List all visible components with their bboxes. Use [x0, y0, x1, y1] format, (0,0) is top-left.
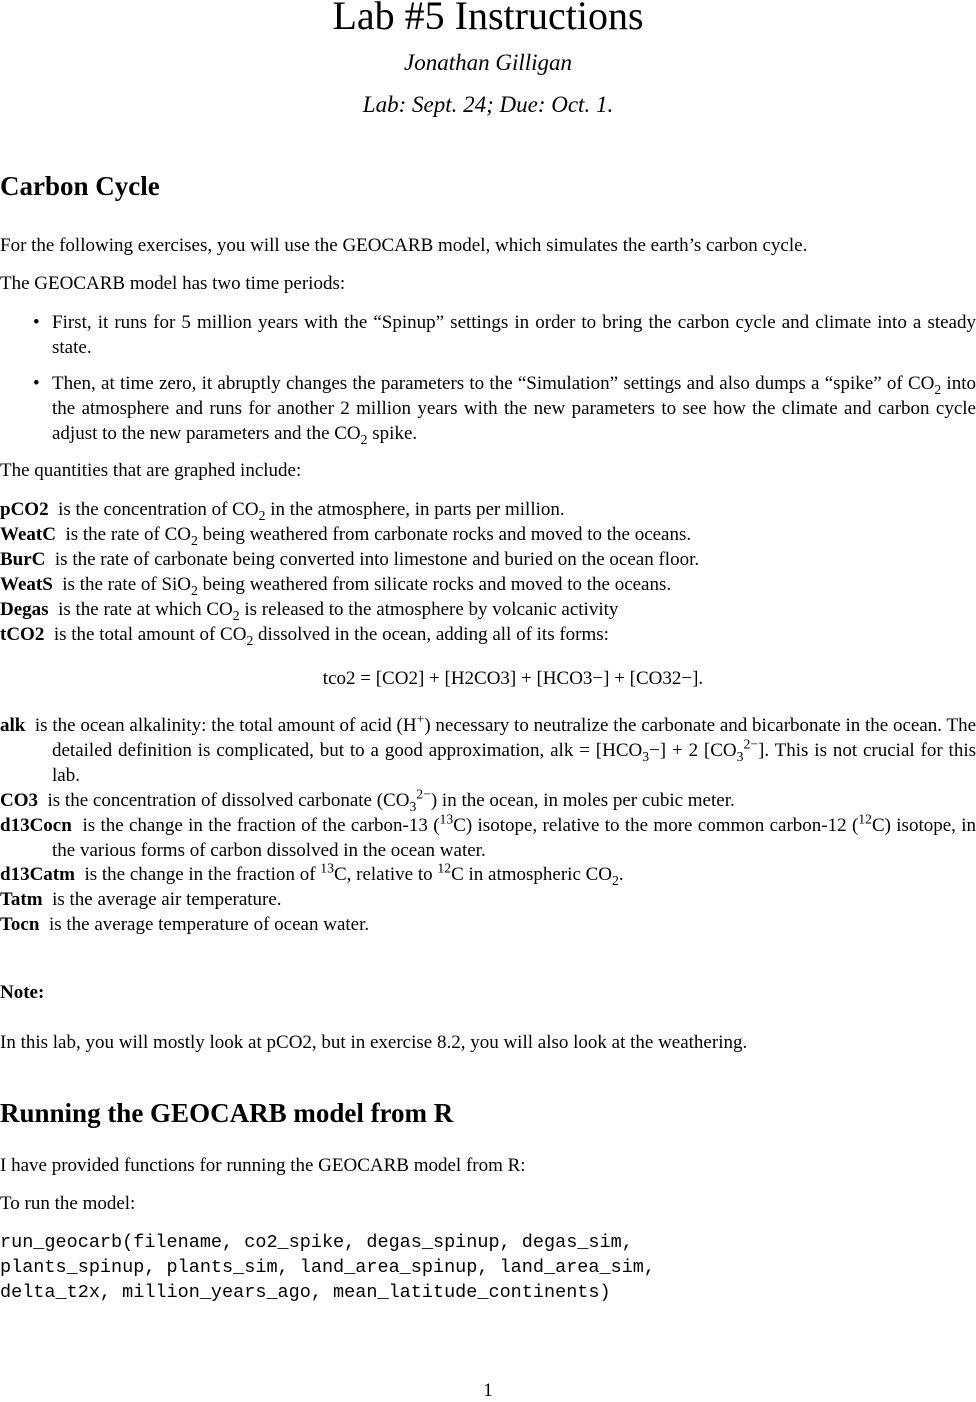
- bullet-simulation: Then, at time zero, it abruptly changes the parameters to the “Simulation” settings and also dumps a “spike” of $CO_2$ into the atmosphere and runs for another 2 million years with the new parameters to see how the climate and carbon cycle adjust to the new parameters and the $CO_2$ spike.: [52, 373, 976, 447]
- dates-line: Lab: Sept. 24; Due: Oct. 1.: [362, 92, 614, 117]
- definition-degas: Degas is the rate at which $CO_2$ is released to the atmosphere by volcanic activity: [0, 599, 619, 623]
- code-line: plants_spinup, plants_sim, land_area_spinup, land_area_sim,: [0, 1257, 656, 1278]
- definition-d13catm: d13Catm is the change in the fraction of $^{13}$C, relative to $^{12}$C in atmospheric $CO_2$.: [0, 860, 624, 888]
- bullet-spinup: First, it runs for 5 million years with the “Spinup” settings in order to bring the carbon cycle and climate into a steady state.: [52, 312, 976, 358]
- author-line: Jonathan Gilligan: [403, 50, 573, 75]
- code-line: run_geocarb(filename, co2_spike, degas_spinup, degas_sim,: [0, 1232, 633, 1253]
- definition-weats: WeatS is the rate of SiO$_2$ being weathered from silicate rocks and moved to the oceans.: [0, 574, 672, 598]
- equation-tco2: tco2 = [CO2] + [H2CO3] + [HCO3−] + [CO32−].: [322, 668, 704, 689]
- intro-paragraph: For the following exercises, you will use the GEOCARB model, which simulates the earth’s carbon cycle.: [0, 235, 808, 256]
- section-heading-running-geocarb: Running the GEOCARB model from R: [0, 1098, 454, 1128]
- note-label: Note:: [0, 982, 45, 1003]
- definition-tatm: Tatm is the average air temperature.: [0, 889, 282, 910]
- bullet-marker: •: [33, 373, 40, 394]
- definition-alk: alk is the ocean alkalinity: the total amount of acid (H+) necessary to neutralize the carbonate and bicarbonate in the ocean. The detailed definition is complicated, but to a good approximation, alk = $[HCO_3-] + 2$ $[CO_3^{2-}]$. This is not crucial for this lab.: [0, 711, 976, 786]
- definition-d13cocn: d13Cocn is the change in the fraction of the carbon-13 ($^{13}$C) isotope, relative to the more common carbon-12 ($^{12}$C) isotope, in the various forms of carbon dissolved in the ocean water.: [0, 811, 976, 861]
- note-text: In this lab, you will mostly look at pCO2, but in exercise 8.2, you will also look at the weathering.: [0, 1032, 748, 1053]
- functions-intro: I have provided functions for running the GEOCARB model from R:: [0, 1155, 526, 1176]
- definition-tocn: Tocn is the average temperature of ocean water.: [0, 914, 370, 935]
- definition-weatc: WeatC is the rate of $CO_2$ being weathered from carbonate rocks and moved to the oceans.: [0, 524, 692, 548]
- definition-co3: CO3 is the concentration of dissolved carbonate $(CO_3^{2-})$ in the ocean, in moles per cubic meter.: [0, 786, 735, 814]
- code-line: delta_t2x, million_years_ago, mean_latitude_continents): [0, 1282, 611, 1303]
- graphed-intro: The quantities that are graphed include:: [0, 460, 302, 481]
- run-intro: To run the model:: [0, 1193, 136, 1214]
- definition-burc: BurC is the rate of carbonate being converted into limestone and buried on the ocean floor.: [0, 549, 700, 570]
- definition-tco2: tCO2 is the total amount of $CO_2$ dissolved in the ocean, adding all of its forms:: [0, 624, 609, 648]
- page-title: Lab #5 Instructions: [332, 0, 644, 38]
- periods-intro: The GEOCARB model has two time periods:: [0, 273, 346, 294]
- definition-pco2: pCO2 is the concentration of $CO_2$ in the atmosphere, in parts per million.: [0, 499, 565, 523]
- section-heading-carbon-cycle: Carbon Cycle: [0, 171, 160, 201]
- bullet-marker: •: [33, 312, 40, 333]
- page-number: 1: [483, 1380, 493, 1401]
